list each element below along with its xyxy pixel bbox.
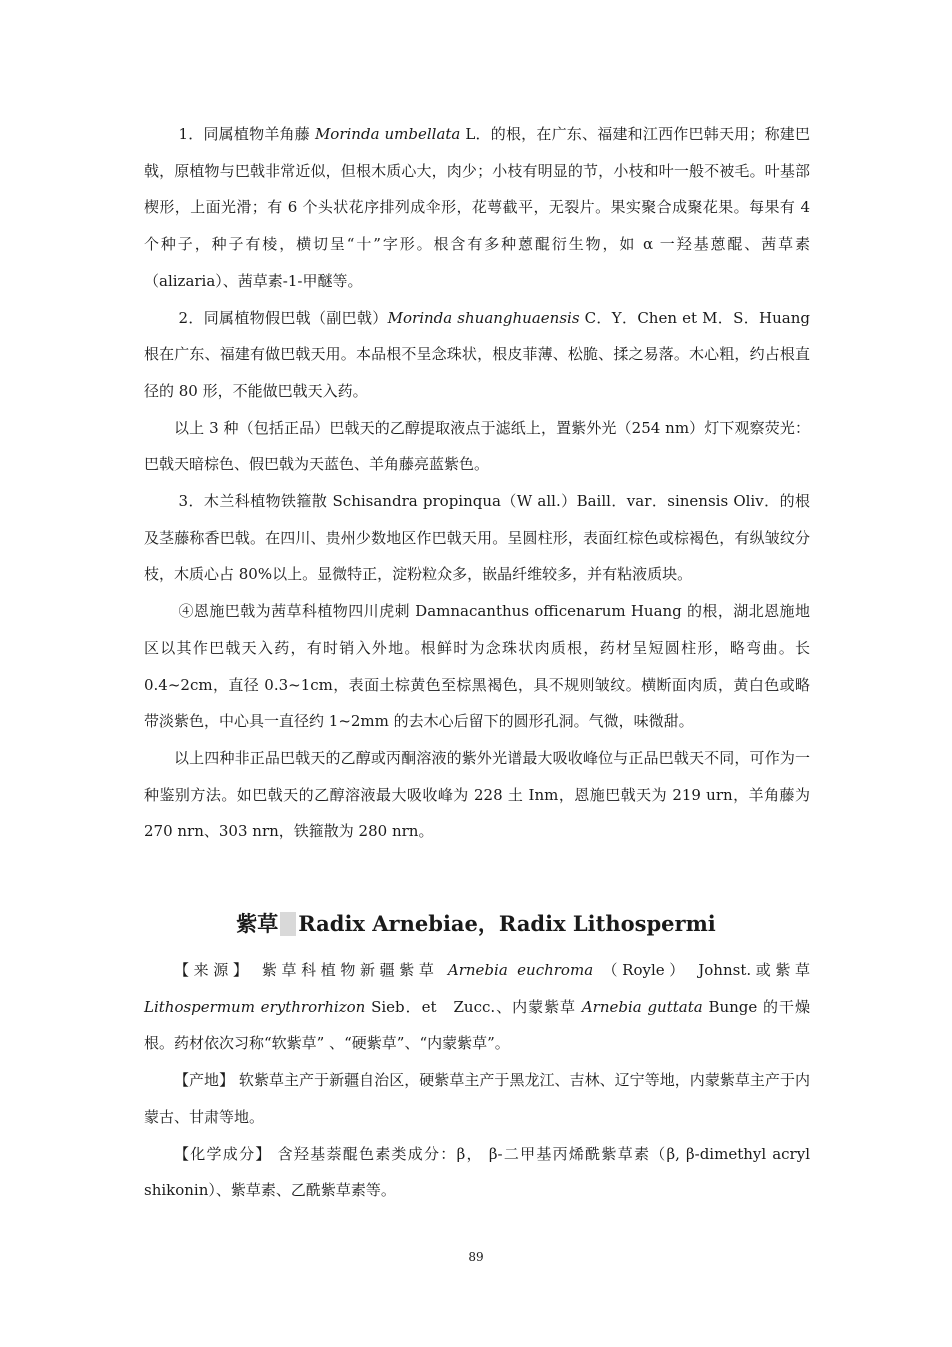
latin-name: Morinda shuanghuaensis [387, 308, 580, 327]
paragraph-source: 【来源】 紫草科植物新疆紫草 Arnebia euchroma （Royle） Johnst.或紫草 Lithospermum erythrorhizon Sieb．et Zucc.、内蒙紫草 Arnebia guttata Bunge 的干燥根。药材依次习称“软紫草” 、“硬紫草”、“内蒙紫草”。 [144, 961, 810, 1053]
page-number: 89 [468, 1250, 484, 1264]
latin-name: Lithospermum erythrorhizon [144, 997, 366, 1016]
latin-name: Arnebia euchroma [447, 961, 594, 979]
paragraph-morinda-shuanghuaensis: 2．同属植物假巴戟（副巴戟）Morinda shuanghuaensis C．Y．Chen et M．S．Huang 根在广东、福建有做巴戟天用。本品根不呈念珠状，根皮菲薄、松脆、揉之易落。木心粗，约占根直径的 80 形，不能做巴戟天入药。 [144, 308, 810, 400]
paragraph-origin: 【产地】 软紫草主产于新疆自治区，硬紫草主产于黑龙江、吉林、辽宁等地，内蒙紫草主产于内蒙古、甘肃等地。 [144, 1071, 810, 1126]
paragraph-morinda-umbellata: 1．同属植物羊角藤 Morinda umbellata L．的根，在广东、福建和江西作巴韩天用；称建巴戟，原植物与巴戟非常近似，但根木质心大，肉少；小枝有明显的节，小枝和叶一般不被毛。叶基部楔形，上面光滑；有 6 个头状花序排列成伞形，花萼截平，无裂片。果实聚合成聚花果。每果有 4 个种子，种子有棱，横切呈“十”字形。根含有多种蒽醌衍生物，如 α 一羟基蒽醌、茜草素（alizaria）、茜草素-1-甲醚等。 [144, 125, 811, 290]
chemistry-label: 【化学成分】 [174, 1144, 272, 1163]
origin-label: 【产地】 [174, 1071, 235, 1090]
latin-name: Morinda umbellata [314, 125, 461, 143]
section-title-latin: Radix Arnebiae，Radix Lithospermi [298, 911, 716, 936]
source-label: 【来源】 [174, 961, 253, 979]
section-heading [0, 908, 952, 938]
section-title-chinese: 紫草 [236, 911, 279, 936]
paragraph-fluorescence: 以上 3 种（包括正品）巴戟天的乙醇提取液点于滤纸上，置紫外光（254 nm）灯下观察荧光：巴戟天暗棕色、假巴戟为天蓝色、羊角藤亮蓝紫色。 [144, 418, 810, 474]
paragraph-chemistry: 【化学成分】 含羟基萘醌色素类成分：β， β-二甲基丙烯酰紫草素（β, β-dimethyl acryl shikonin）、紫草素、乙酰紫草素等。 [144, 1144, 810, 1200]
paragraph-damnacanthus: ④恩施巴戟为茜草科植物四川虎刺 Damnacanthus officenarum Huang 的根，湖北恩施地区以其作巴戟天入药，有时销入外地。根鲜时为念珠状肉质根，药材呈短圆柱形，略弯曲。长 0.4~2cm，直径 0.3~1cm，表面土棕黄色至棕黑褐色，具不规则皱纹。横断面肉质，黄白色或略带淡紫色，中心具一直径约 1~2mm 的去木心后留下的圆形孔洞。气微，味微甜。 [144, 602, 810, 731]
latin-name: Arnebia guttata [581, 997, 703, 1016]
paragraph-uv-spectrum: 以上四种非正品巴戟天的乙醇或丙酮溶液的紫外光谱最大吸收峰位与正品巴戟天不同，可作为一种鉴别方法。如巴戟天的乙醇溶液最大吸收峰为 228 土 Inm，恩施巴戟天为 219 urn，羊角藤为 270 nrn、303 nrn，铁箍散为 280 nrn。 [144, 748, 810, 841]
paragraph-schisandra: 3．木兰科植物铁箍散 Schisandra propinqua（W all.）Baill．var．sinensis Oliv．的根及茎藤称香巴戟。在四川、贵州少数地区作巴戟天用。呈圆柱形，表面红棕色或棕褐色，有纵皱纹分枝，木质心占 80%以上。显微特正，淀粉粒众多，嵌晶纤维较多，并有粘液质块。 [144, 492, 810, 584]
highlight-mark [280, 912, 296, 936]
body-text-lower [144, 952, 810, 1209]
body-text-upper [144, 116, 810, 850]
